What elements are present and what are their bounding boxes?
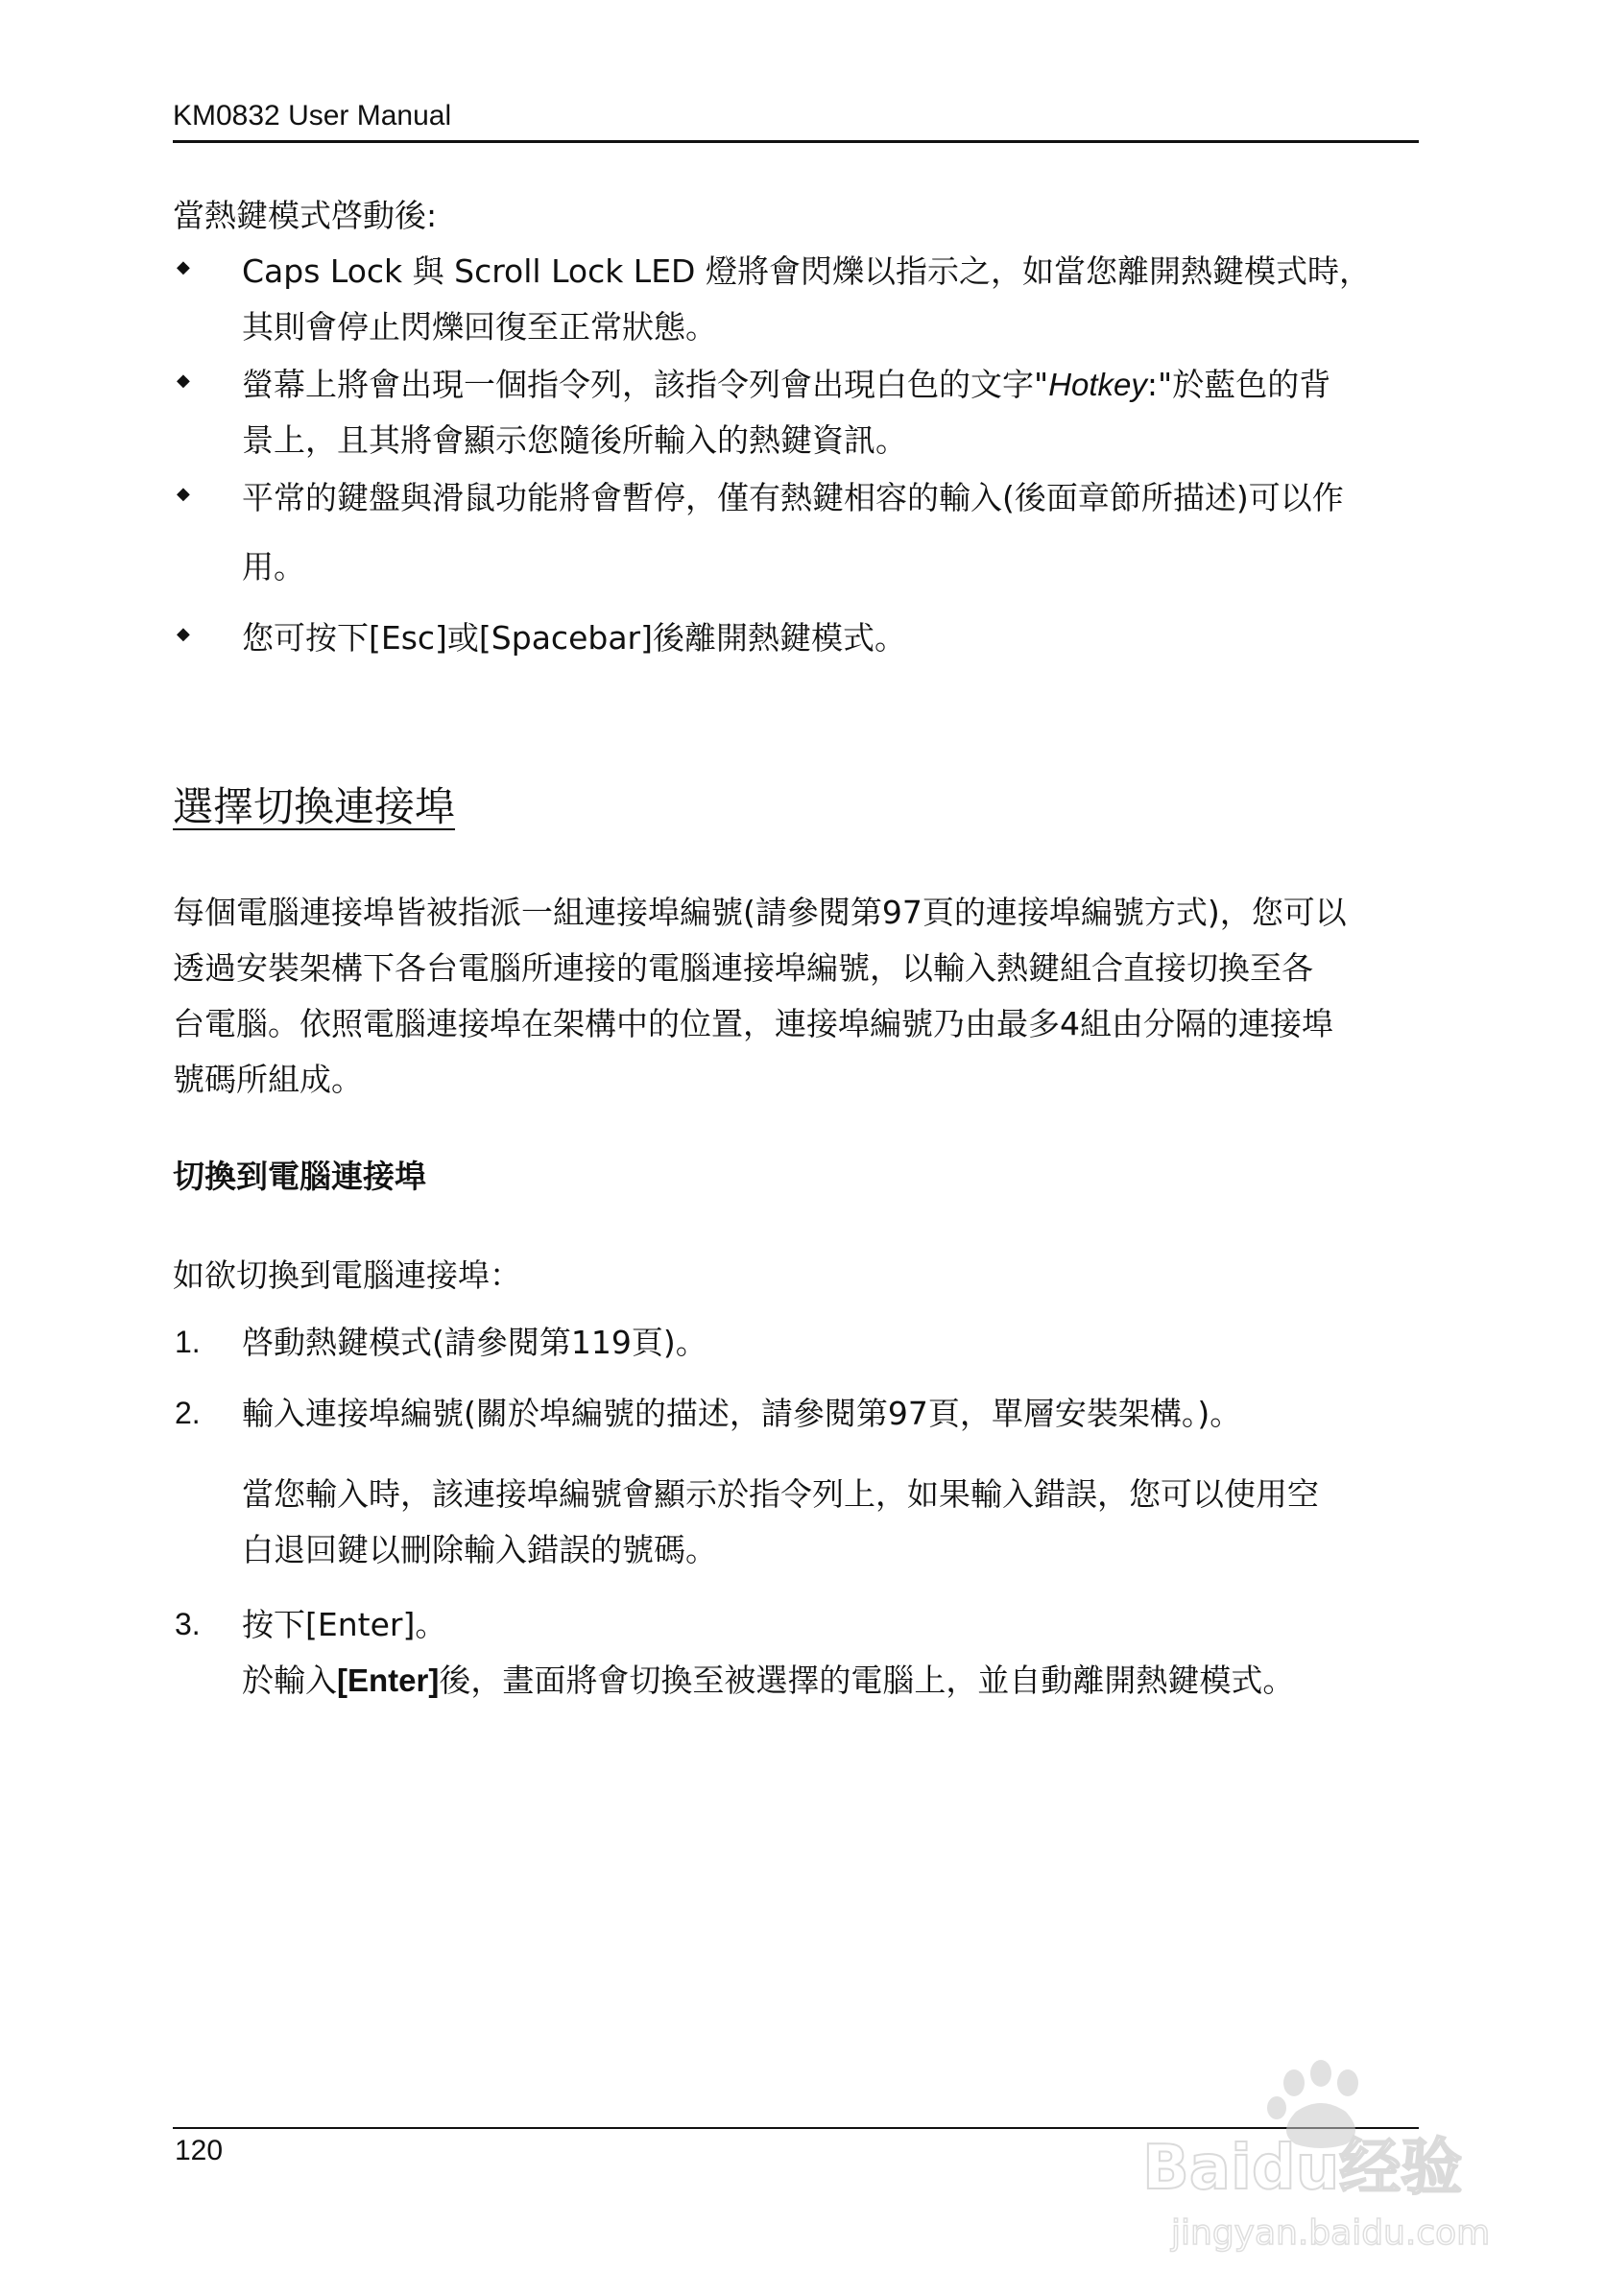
step-1-number: 1. [175, 1325, 201, 1359]
hotkey-emphasis: Hotkey [1048, 367, 1147, 402]
section-body-line-4: 號碼所組成。 [173, 1061, 363, 1098]
step-1-text: 啓動熱鍵模式(請參閱第119頁)。 [242, 1324, 707, 1361]
step-2-note-line-1: 當您輸入時，該連接埠編號會顯示於指令列上，如果輸入錯誤，您可以使用空 [242, 1475, 1319, 1513]
bullet-2-line-2: 景上，且其將會顯示您隨後所輸入的熱鍵資訊。 [242, 421, 907, 459]
step-2-number: 2. [175, 1396, 201, 1430]
diamond-bullet-icon: ◆ [177, 257, 190, 277]
section-title: 選擇切換連接埠 [173, 783, 456, 830]
section-body-line-3: 台電腦。依照電腦連接埠在架構中的位置，連接埠編號乃由最多4組由分隔的連接埠 [173, 1005, 1333, 1042]
header-rule [173, 140, 1419, 143]
section-body-line-1: 每個電腦連接埠皆被指派一組連接埠編號(請參閱第97頁的連接埠編號方式)，您可以 [173, 894, 1347, 931]
running-header-title: KM0832 User Manual [173, 100, 452, 132]
step-3-number: 3. [175, 1607, 201, 1641]
watermark-brand-text: Baidu经验 [1142, 2133, 1463, 2204]
step-2-note-line-2: 白退回鍵以刪除輸入錯誤的號碼。 [242, 1531, 717, 1568]
bullet-2-text-pre: 螢幕上將會出現一個指令列，該指令列會出現白色的文字" [242, 366, 1049, 403]
intro-lead: 當熱鍵模式啓動後: [173, 197, 438, 234]
step-2-text: 輸入連接埠編號(關於埠編號的描述，請參閱第97頁，單層安裝架構。)。 [242, 1395, 1242, 1432]
diamond-bullet-icon: ◆ [177, 484, 190, 504]
baidu-paw-logo-icon [1133, 2045, 1536, 2265]
bullet-3-line-2: 用。 [242, 548, 305, 586]
step-3-text: 按下[Enter]。 [242, 1606, 447, 1643]
step-3-note-pre: 於輸入 [242, 1662, 337, 1699]
bullet-1-line-2: 其則會停止閃爍回復至正常狀態。 [242, 308, 717, 346]
step-3-note-post: 後，畫面將會切換至被選擇的電腦上，並自動離開熱鍵模式。 [439, 1662, 1295, 1699]
subsection-title: 切換到電腦連接埠 [173, 1158, 426, 1195]
section-body-line-2: 透過安裝架構下各台電腦所連接的電腦連接埠編號，以輸入熱鍵組合直接切換至各 [173, 949, 1313, 987]
bullet-3-line-1: 平常的鍵盤與滑鼠功能將會暫停，僅有熱鍵相容的輸入(後面章節所描述)可以作 [242, 479, 1344, 516]
enter-key-bold: [Enter] [337, 1662, 440, 1698]
page-number: 120 [175, 2135, 224, 2166]
diamond-bullet-icon: ◆ [177, 371, 190, 391]
diamond-bullet-icon: ◆ [177, 624, 190, 644]
bullet-4-line-1: 您可按下[Esc]或[Spacebar]後離開熱鍵模式。 [242, 619, 906, 657]
baidu-watermark [1133, 2045, 1536, 2265]
bullet-2-text-post: :"於藍色的背 [1146, 366, 1331, 403]
subsection-lead: 如欲切換到電腦連接埠： [173, 1256, 521, 1294]
step-3-note [242, 1653, 1294, 1709]
watermark-url-text: jingyan.baidu.com [1171, 2213, 1491, 2253]
bullet-2-line-1 [242, 357, 1330, 413]
bullet-1-line-1: Caps Lock 與 Scroll Lock LED 燈將會閃爍以指示之，如當您離開熱鍵模式時， [242, 252, 1371, 290]
